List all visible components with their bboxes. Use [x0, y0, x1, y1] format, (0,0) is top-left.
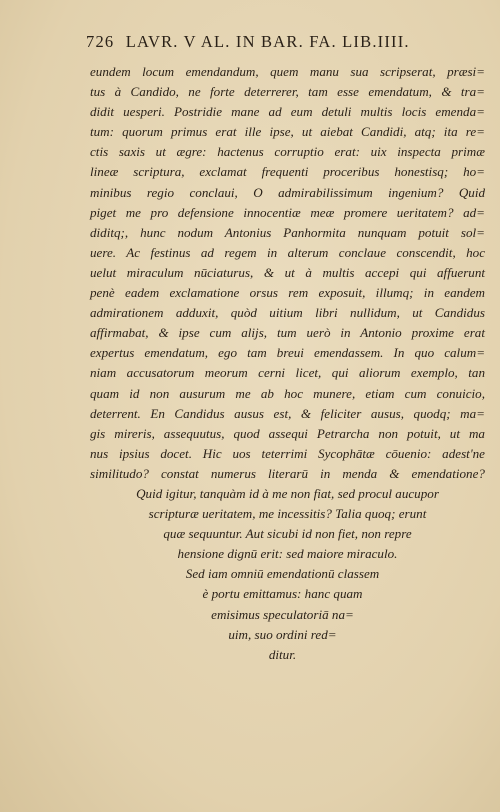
page-number: 726 [86, 32, 115, 51]
text-line: didit uesperi. Postridie mane ad eum detuli multis locis emenda= [90, 104, 485, 120]
text-line: tus à Candido, ne forte deterrerer, tam esse emendatum, & tra= [90, 84, 485, 100]
text-line: diditq;, hunc nodum Antonius Panhormita nunquam potuit sol= [90, 224, 485, 240]
text-line: quam id non ausurum me ab hoc munere, etiam cum conuicio, [90, 385, 485, 401]
text-line: niam accusatorum meorum cerni licet, qui aliorum exemplo, tan [90, 365, 485, 381]
main-paragraph [90, 62, 485, 484]
text-line: scripturæ ueritatem, me incessitis? Talia quoq; erunt [148, 506, 427, 522]
text-line: uelut miraculum nūciaturus, & ut à multis accepi qui affuerunt [90, 264, 486, 280]
text-line: similitudo? constat numerus literarū in menda & emendatione? [90, 465, 485, 481]
text-line: emisimus speculatoriā na= [211, 606, 354, 622]
tapered-paragraph [90, 484, 485, 665]
text-line: nus ipsius docet. Hic uos teterrimi Sycophātæ cōuenio: adest'ne [90, 445, 485, 461]
text-line: piget me pro defensione innocentiæ meæ promere ueritatem? ad= [90, 204, 486, 220]
text-line: expertus emendatum, ego tam breui emendassem. In quo calum= [90, 345, 486, 361]
text-line: deterrent. En Candidus ausus est, & feliciter ausus, quodq; ma= [90, 405, 486, 421]
text-line: quæ sequuntur. Aut sicubi id non fiet, non repre [163, 526, 412, 542]
text-line: penè eadem exclamatione orsus rem exposuit, illumq; in eandem [90, 285, 486, 301]
text-line: affirmabat, & ipse cum alijs, tum uerò in Antonio proxime erat [90, 325, 485, 341]
body-text [90, 62, 485, 665]
text-line: lineæ scriptura, exclamat frequenti proceribus honestisq; ho= [90, 164, 486, 180]
text-line: tum: quorum primus erat ille ipse, ut aiebat Candidi, atq; ita re= [90, 124, 485, 140]
text-line: gis mireris, assequutus, quod assequi Petrarcha non potuit, ut ma [90, 425, 485, 441]
text-line: Quid igitur, tanquàm id à me non fiat, sed procul aucupor [136, 485, 439, 501]
text-line: uere. Ac festinus ad regem in alterum conclaue conscendit, hoc [90, 244, 486, 260]
text-line: ctis saxis ut ægre: hactenus corruptio erat: uix inspecta primæ [90, 144, 485, 160]
text-line: minibus regio conclaui, O admirabilissimum ingenium? Quid [90, 184, 486, 200]
text-line: Sed iam omniū emendationū classem [185, 566, 380, 582]
text-line: uim, suo ordini red= [228, 626, 337, 642]
running-head [86, 32, 486, 52]
running-title: LAVR. V AL. IN BAR. FA. LIB.IIII. [125, 32, 410, 51]
text-line: hensione dignū erit: sed maiore miraculo. [177, 546, 398, 562]
text-line: è portu emittamus: hanc quam [202, 586, 363, 602]
text-line: admirationem adduxit, quòd uitium libri nullidum, ut Candidus [90, 305, 485, 321]
text-line: eundem locum emendandum, quem manu sua scripserat, præsi= [90, 64, 486, 79]
text-line: ditur. [268, 646, 297, 662]
